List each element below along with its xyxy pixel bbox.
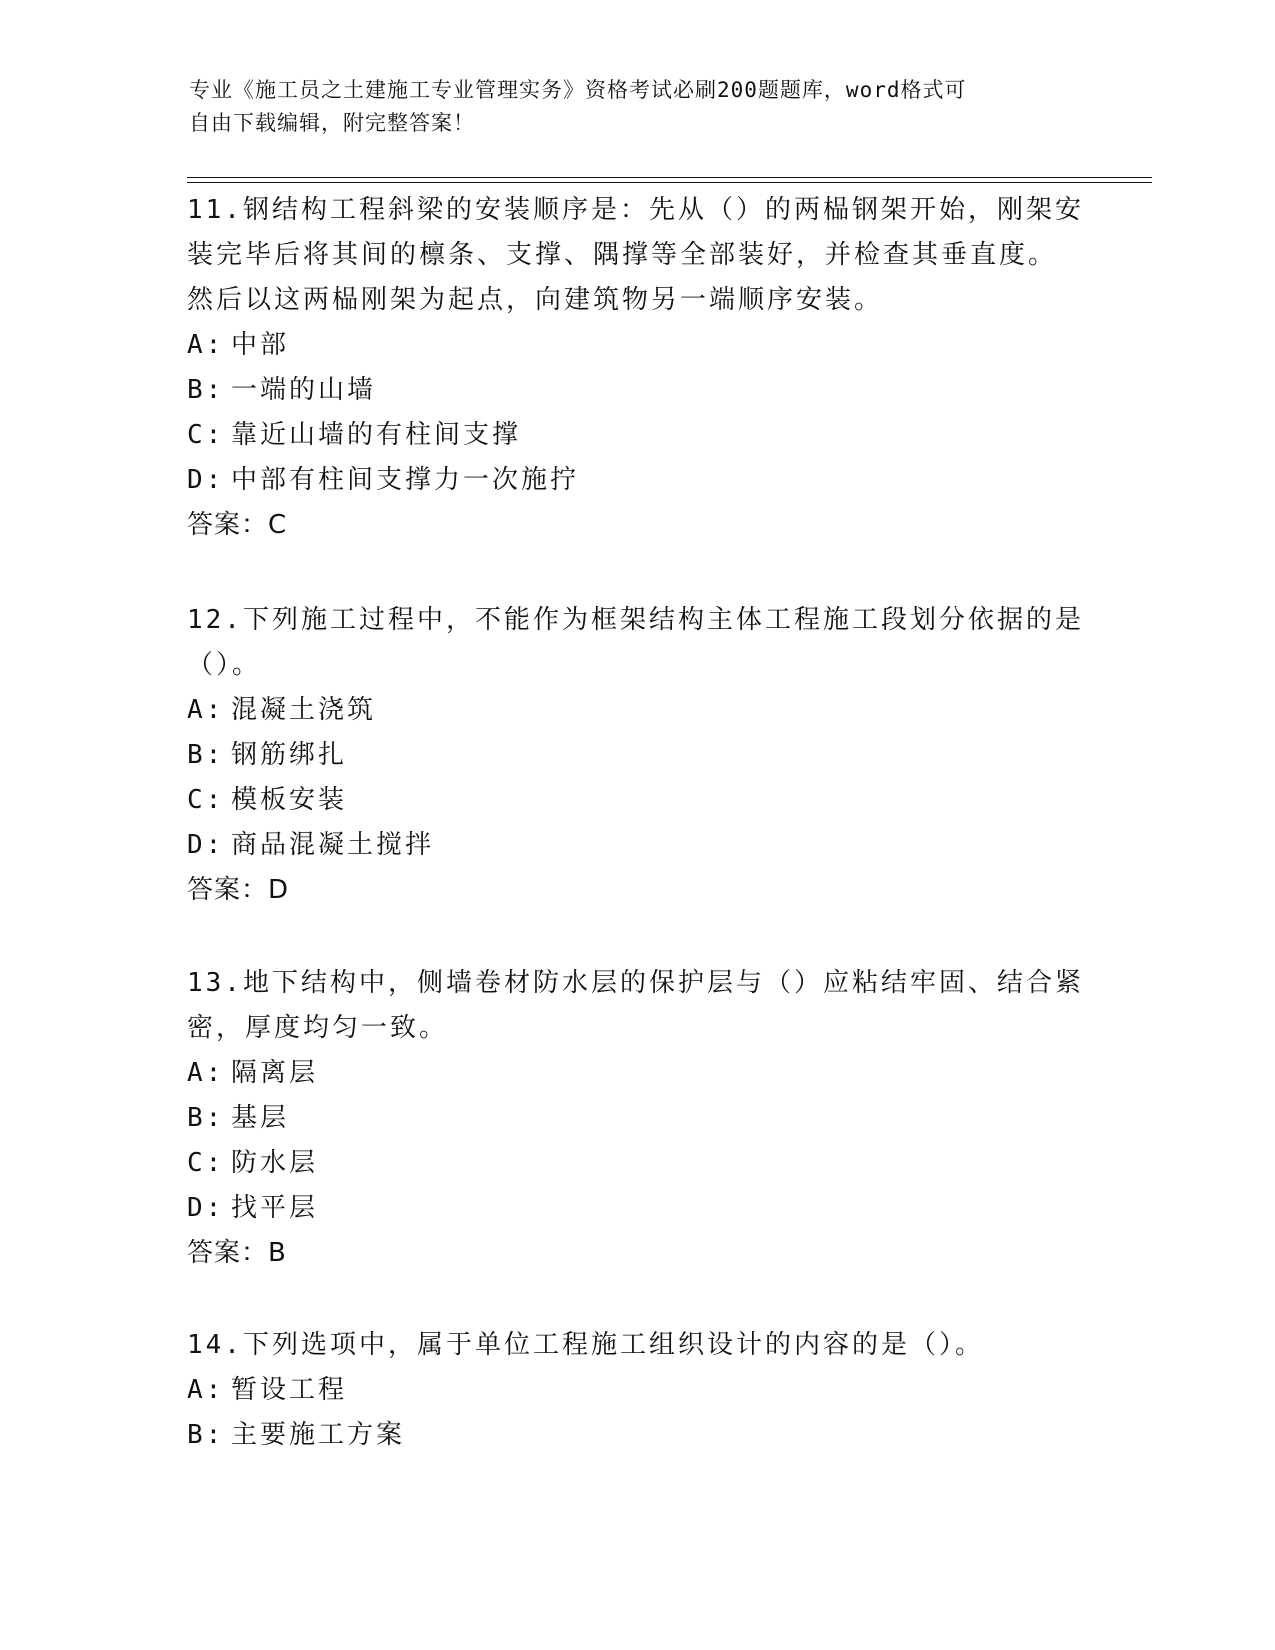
option-key: C: bbox=[187, 1148, 225, 1178]
option-text: 隔离层 bbox=[231, 1058, 319, 1088]
option-text: 一端的山墙 bbox=[231, 375, 377, 405]
option-key: A: bbox=[187, 1058, 225, 1088]
option-a bbox=[187, 1368, 1087, 1413]
option-key: A: bbox=[187, 1375, 225, 1405]
option-text: 基层 bbox=[231, 1103, 290, 1133]
question-stem-line: （）。 bbox=[187, 650, 262, 680]
option-text: 混凝土浇筑 bbox=[231, 695, 377, 725]
option-key: B: bbox=[187, 740, 225, 770]
option-c bbox=[187, 413, 1087, 458]
option-key: D: bbox=[187, 465, 225, 495]
document-header bbox=[189, 74, 1069, 140]
question-stem-line: 13.地下结构中，侧墙卷材防水层的保护层与（）应粘结牢固、结合紧 bbox=[187, 968, 1084, 998]
question-12 bbox=[187, 598, 1087, 913]
option-key: A: bbox=[187, 330, 225, 360]
option-b bbox=[187, 733, 1087, 778]
option-b bbox=[187, 1413, 1087, 1458]
question-stem-line: 密，厚度均匀一致。 bbox=[187, 1013, 449, 1043]
header-line-2: 自由下载编辑，附完整答案！ bbox=[189, 111, 475, 135]
question-stem-line: 装完毕后将其间的檩条、支撑、隅撑等全部装好，并检查其垂直度。 bbox=[187, 240, 1058, 270]
option-key: B: bbox=[187, 375, 225, 405]
option-d bbox=[187, 458, 1087, 503]
option-key: D: bbox=[187, 830, 225, 860]
answer-line: 答案：D bbox=[187, 875, 290, 905]
question-stem-line: 11.钢结构工程斜梁的安装顺序是：先从（）的两榀钢架开始，刚架安 bbox=[187, 195, 1084, 225]
question-14 bbox=[187, 1323, 1087, 1458]
option-key: D: bbox=[187, 1193, 225, 1223]
option-text: 主要施工方案 bbox=[231, 1420, 406, 1450]
option-key: B: bbox=[187, 1420, 225, 1450]
option-text: 靠近山墙的有柱间支撑 bbox=[231, 420, 522, 450]
option-key: A: bbox=[187, 695, 225, 725]
option-a bbox=[187, 323, 1087, 368]
option-key: B: bbox=[187, 1103, 225, 1133]
option-text: 暂设工程 bbox=[231, 1375, 348, 1405]
answer-line: 答案：B bbox=[187, 1238, 287, 1268]
option-a bbox=[187, 1051, 1087, 1096]
option-text: 防水层 bbox=[231, 1148, 319, 1178]
question-stem-line: 12.下列施工过程中，不能作为框架结构主体工程施工段划分依据的是 bbox=[187, 605, 1084, 635]
option-text: 商品混凝土搅拌 bbox=[231, 830, 435, 860]
answer-line: 答案：C bbox=[187, 510, 288, 540]
option-key: C: bbox=[187, 785, 225, 815]
option-c bbox=[187, 778, 1087, 823]
question-13 bbox=[187, 961, 1087, 1276]
header-line-1: 专业《施工员之土建施工专业管理实务》资格考试必刷200题题库，word格式可 bbox=[189, 78, 967, 102]
question-stem-line: 然后以这两榀刚架为起点，向建筑物另一端顺序安装。 bbox=[187, 285, 884, 315]
option-c bbox=[187, 1141, 1087, 1186]
header-divider-bottom bbox=[187, 182, 1152, 183]
question-stem-line: 14.下列选项中，属于单位工程施工组织设计的内容的是（）。 bbox=[187, 1330, 984, 1360]
option-text: 找平层 bbox=[231, 1193, 319, 1223]
option-text: 中部有柱间支撑力一次施拧 bbox=[231, 465, 580, 495]
option-key: C: bbox=[187, 420, 225, 450]
option-a bbox=[187, 688, 1087, 733]
option-text: 钢筋绑扎 bbox=[231, 740, 348, 770]
option-text: 模板安装 bbox=[231, 785, 348, 815]
option-d bbox=[187, 823, 1087, 868]
option-b bbox=[187, 1096, 1087, 1141]
option-d bbox=[187, 1186, 1087, 1231]
option-b bbox=[187, 368, 1087, 413]
header-divider-top bbox=[187, 177, 1152, 178]
question-11 bbox=[187, 188, 1087, 548]
option-text: 中部 bbox=[231, 330, 290, 360]
